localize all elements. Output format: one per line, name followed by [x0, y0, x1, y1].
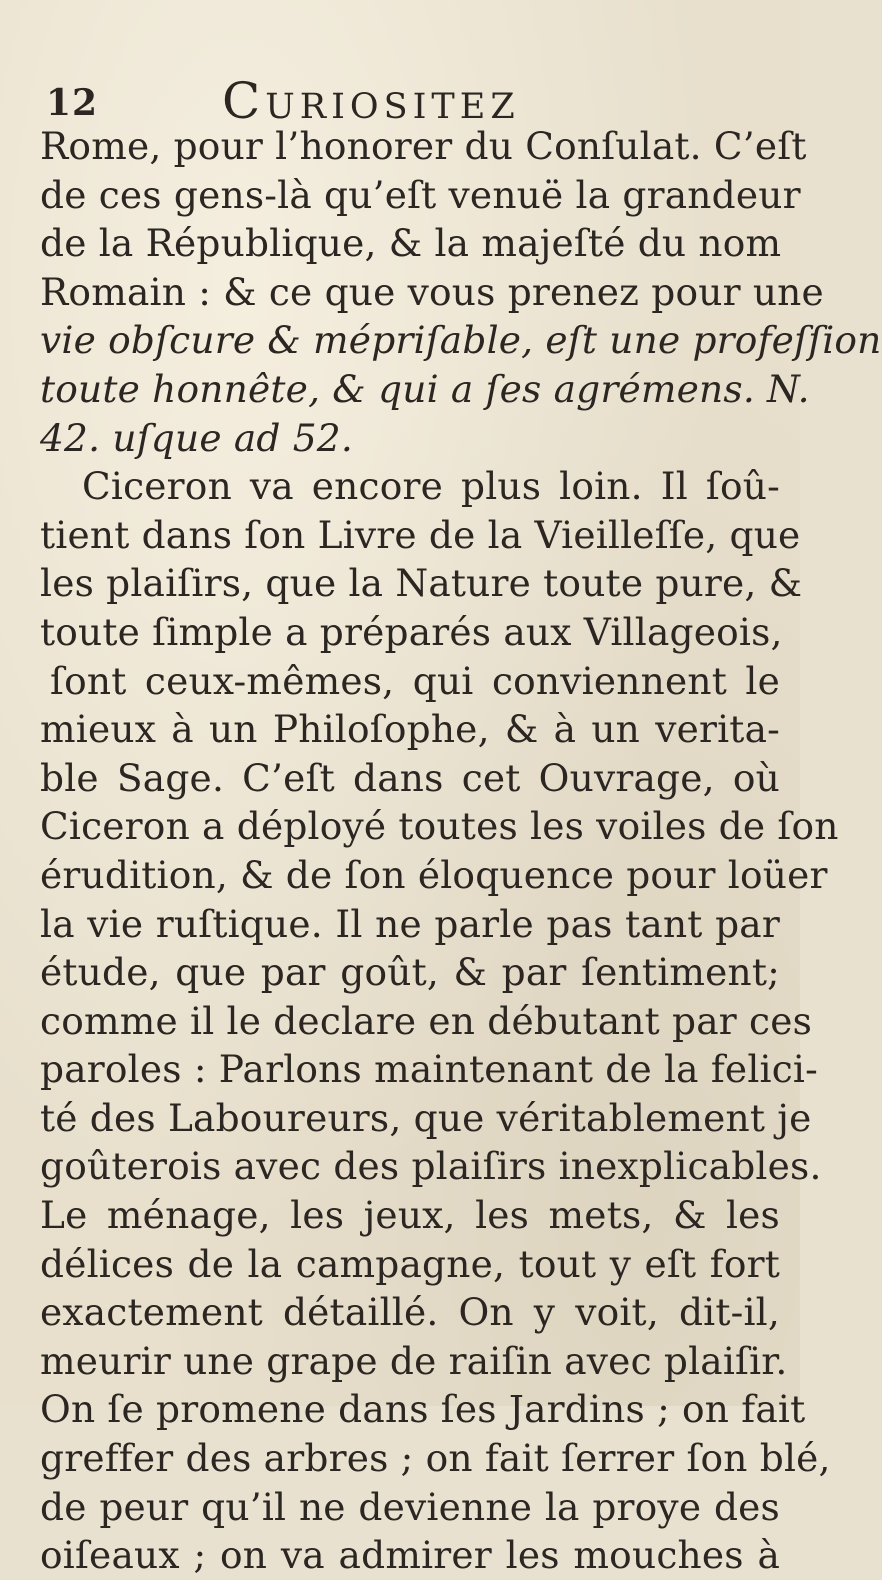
page-header	[46, 64, 766, 130]
text-line: exactement détaillé. On y voit, dit-il,	[40, 1290, 780, 1335]
text-line: les plaiſirs, que la Nature toute pure, &	[40, 561, 803, 606]
text-line: tient dans ſon Livre de la Vieilleſſe, que	[40, 512, 801, 557]
paragraph-start-line: Ciceron va encore plus loin. Il ſoû-	[82, 464, 780, 509]
running-head: Curiositez	[222, 72, 520, 130]
text-line: érudition, & de ſon éloquence pour loüer	[40, 852, 828, 897]
text-line: délices de la campagne, tout y eſt fort	[40, 1241, 780, 1286]
text-line: Romain : & ce que vous prenez pour une	[40, 269, 824, 314]
text-line: Le ménage, les jeux, les mets, & les	[40, 1193, 780, 1238]
text-line: paroles : Parlons maintenant de la felici-	[40, 1047, 818, 1092]
text-line: de ces gens-là qu’eſt venuë la grandeur	[40, 172, 801, 217]
text-line: meurir une grape de raiſin avec plaiſir.	[40, 1338, 788, 1383]
text-line: comme il le declare en débutant par ces	[40, 998, 813, 1043]
text-line: On ſe promene dans ſes Jardins ; on fait	[40, 1387, 806, 1432]
text-line: mieux à un Philoſophe, & à un verita-	[40, 707, 780, 752]
text-line: ble Sage. C’eſt dans cet Ouvrage, où	[40, 755, 780, 800]
text-line: toute honnête, & qui a ſes agrémens. N.	[40, 366, 810, 411]
text-line: Ciceron a déployé toutes les voiles de ſon	[40, 804, 839, 849]
text-line: la vie ruſtique. Il ne parle pas tant par	[40, 901, 780, 946]
page-number: 12	[46, 82, 99, 124]
text-line: 42. uſque ad 52.	[40, 415, 353, 460]
text-line: de la République, & la majeſté du nom	[40, 221, 782, 266]
text-line: té des Laboureurs, que véritablement je	[40, 1095, 812, 1140]
text-line: goûterois avec des plaiſirs inexplicables.	[40, 1144, 822, 1189]
text-line: Rome, pour l’honorer du Conſulat. C’eſt	[40, 124, 807, 168]
text-line: de peur qu’il ne devienne la proye des	[40, 1484, 780, 1529]
text-line: greffer des arbres ; on fait ſerrer ſon blé,	[40, 1436, 831, 1481]
text-line: ſont ceux-mêmes, qui conviennent le	[50, 658, 780, 703]
text-line: toute ſimple a préparés aux Villageois,	[40, 609, 783, 654]
text-line: vie obſcure & mépriſable, eſt une profeſſion	[40, 318, 882, 363]
body-text	[40, 122, 882, 1580]
text-line: étude, que par goût, & par ſentiment;	[40, 950, 780, 995]
text-line: oiſeaux ; on va admirer les mouches à	[40, 1533, 780, 1578]
